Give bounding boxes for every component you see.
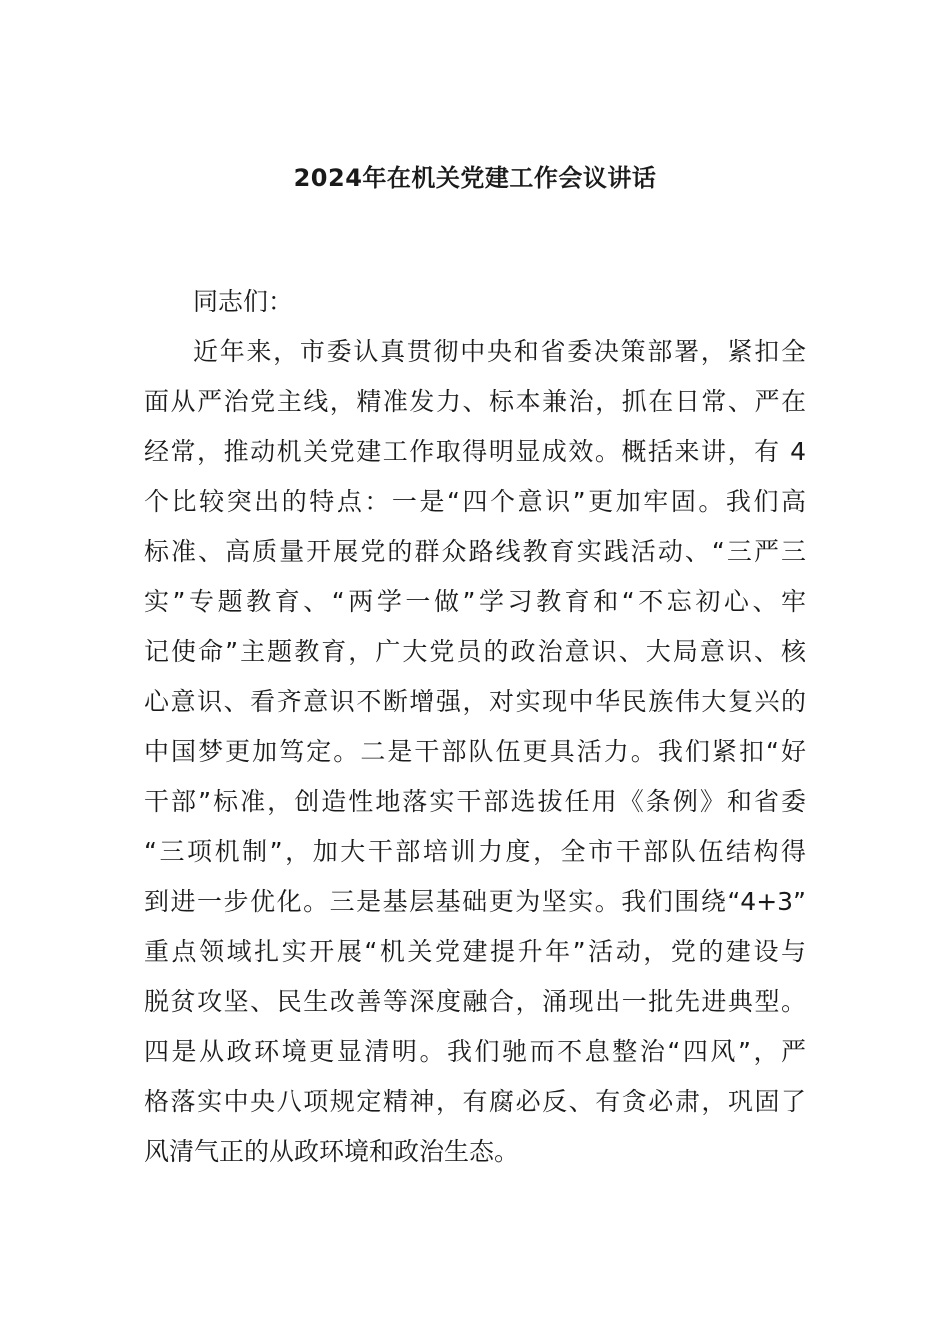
document-title: 2024年在机关党建工作会议讲话: [293, 164, 657, 192]
paragraph-line-last: 风清气正的从政环境和政治生态。: [144, 1137, 520, 1166]
paragraph-line: 实”专题教育、“两学一做”学习教育和“不忘初心、牢: [144, 587, 806, 616]
paragraph-line: 格落实中央八项规定精神，有腐必反、有贪必肃，巩固了: [144, 1087, 806, 1116]
paragraph-line: 面从严治党主线，精准发力、标本兼治，抓在日常、严在: [144, 387, 806, 416]
paragraph-line: 个比较突出的特点：一是“四个意识”更加牢固。我们高: [144, 487, 806, 516]
paragraph-line: “三项机制”，加大干部培训力度，全市干部队伍结构得: [144, 837, 806, 866]
paragraph-line: 干部”标准，创造性地落实干部选拔任用《条例》和省委: [144, 787, 806, 816]
paragraph-line: 到进一步优化。三是基层基础更为坚实。我们围绕“4+3”: [144, 887, 806, 916]
salutation: 同志们：: [193, 287, 294, 316]
paragraph-line: 四是从政环境更显清明。我们驰而不息整治“四风”，严: [144, 1037, 806, 1066]
paragraph-line: 中国梦更加笃定。二是干部队伍更具活力。我们紧扣“好: [144, 737, 806, 766]
paragraph-line: 近年来，市委认真贯彻中央和省委决策部署，紧扣全: [193, 337, 806, 366]
paragraph-line: 重点领域扎实开展“机关党建提升年”活动，党的建设与: [144, 937, 806, 966]
paragraph-line: 记使命”主题教育，广大党员的政治意识、大局意识、核: [144, 637, 806, 666]
paragraph-line: 标准、高质量开展党的群众路线教育实践活动、“三严三: [144, 537, 806, 566]
paragraph-line: 脱贫攻坚、民生改善等深度融合，涌现出一批先进典型。: [144, 987, 806, 1016]
paragraph-line: 经常，推动机关党建工作取得明显成效。概括来讲，有 4: [144, 437, 806, 466]
paragraph-line: 心意识、看齐意识不断增强，对实现中华民族伟大复兴的: [144, 687, 806, 716]
